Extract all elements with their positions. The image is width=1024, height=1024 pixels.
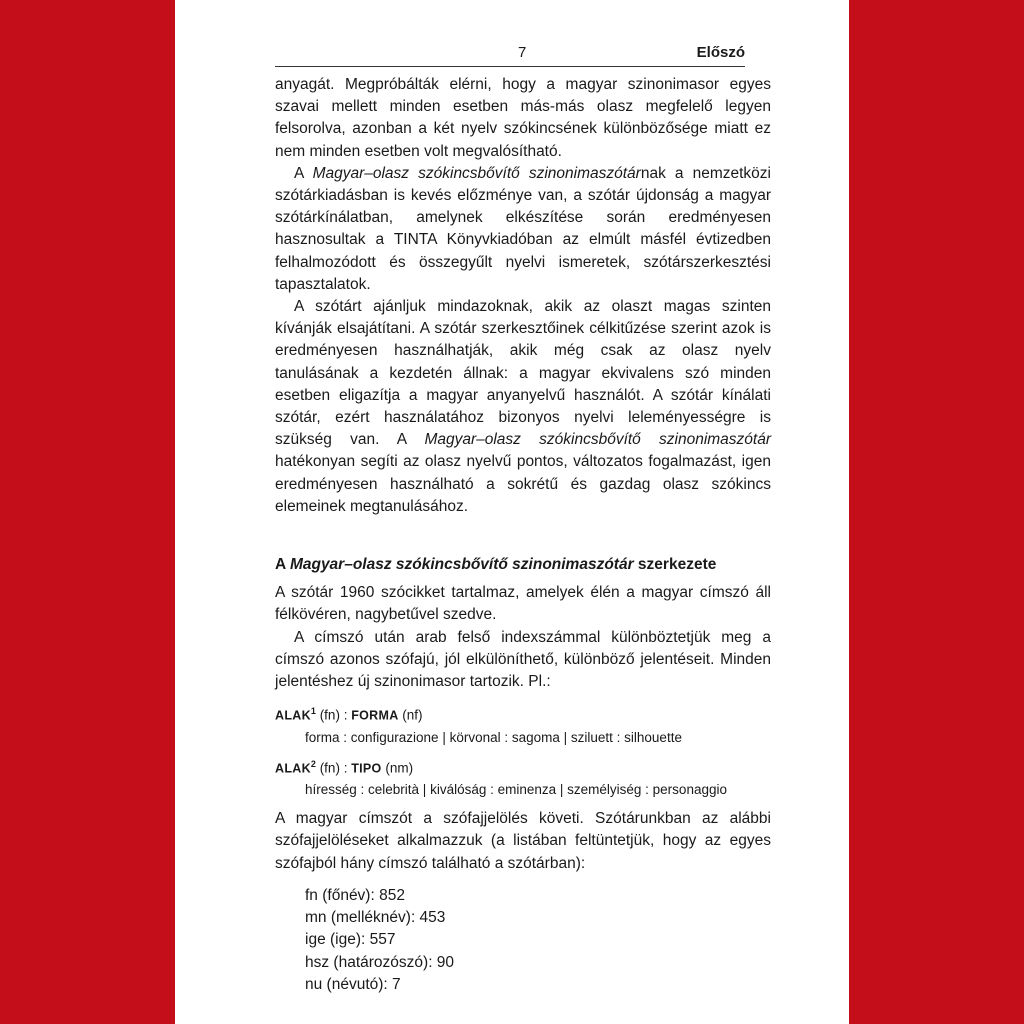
book-page	[175, 0, 849, 1024]
list-item: mn (melléknév): 453	[305, 909, 446, 927]
paragraph-6: A magyar címszót a szófajjelölés követi. Szótárunkban az alábbi szófajjelöléseket alkalmazzuk (a listában feltüntetjük, hogy az egyes szófajból hány címszó található a szótárban):	[275, 810, 771, 872]
example-entry-1: ALAK$^1$ (fn) : FORMA (nf) forma : configurazione | körvonal : sagoma | sziluett : silhouette	[275, 706, 682, 745]
list-item: nu (névutó): 7	[305, 975, 401, 993]
dictionary-title: Magyar–olasz szókincsbővítő szinonimaszótár	[424, 431, 771, 449]
body-text	[275, 74, 771, 996]
dictionary-title: Magyar–olasz szókincsbővítő szinonimaszótár	[312, 164, 641, 182]
paragraph-2: A Magyar–olasz szókincsbővítő szinonimaszótárnak a nemzetközi szótárkiadásban is kevés előzménye van, a szótár újdonság a magyar szótárkínálatban, amelynek elkészítése során eredményesen hasznosultak a TINTA Könyvkiadóban az elmúlt másfél évtizedben felhalmozódott és összegyűlt nyelvi ismeretek, szótárszerkesztési tapasztalatok.	[275, 164, 771, 293]
running-header	[275, 44, 745, 67]
list-item: ige (ige): 557	[305, 931, 396, 949]
paragraph-4: A szótár 1960 szócikket tartalmaz, amelyek élén a magyar címszó áll félkövéren, nagybetűvel szedve.	[275, 584, 771, 624]
paragraph-1: anyagát. Megpróbálták elérni, hogy a magyar szinonimasor egyes szavai mellett minden esetben más-más olasz megfelelő legyen felsorolva, azonban a két nyelv szókincsének különbözősége miatt ez nem minden esetben volt megvalósítható.	[275, 76, 771, 160]
paragraph-5: A címszó után arab felső indexszámmal különböztetjük meg a címszó azonos szófajú, jól elkülöníthető, különböző jelentéseit. Minden jelentéshez új szinonimasor tartozik. Pl.:	[275, 628, 771, 691]
list-item: fn (főnév): 852	[305, 886, 405, 904]
list-item: hsz (határozószó): 90	[305, 953, 455, 971]
pos-stats-list	[275, 885, 771, 996]
paragraph-3: A szótárt ajánljuk mindazoknak, akik az olaszt magas szinten kívánják elsajátítani. A szótár szerkesztőinek célkitűzése szerint azok is eredményesen használhatják, akik még csak az olasz nyelv tanulásának a kezdetén állnak: a magyar ekvivalens szó minden esetben eligazítja a magyar anyanyelvű használót. A szótár kínálati szótár, ezért használatához bizonyos nyelvi leleményességre is szükség van. A Magyar–olasz szókincsbővítő szinonimaszótár hatékonyan segíti az olasz nyelvű pontos, változatos fogalmazást, igen eredményesen használható a sokrétű és gazdag olasz szókincs elemeinek megtanulásához.	[275, 298, 771, 515]
section-heading: A Magyar–olasz szókincsbővítő szinonimaszótár szerkezete	[275, 556, 717, 574]
example-entry-2: ALAK$^2$ (fn) : TIPO (nm) híresség : celebrità | kiválóság : eminenza | személyiség : personaggio	[275, 758, 727, 798]
page-number: 7	[518, 44, 527, 61]
section-title: Előszó	[696, 44, 745, 61]
